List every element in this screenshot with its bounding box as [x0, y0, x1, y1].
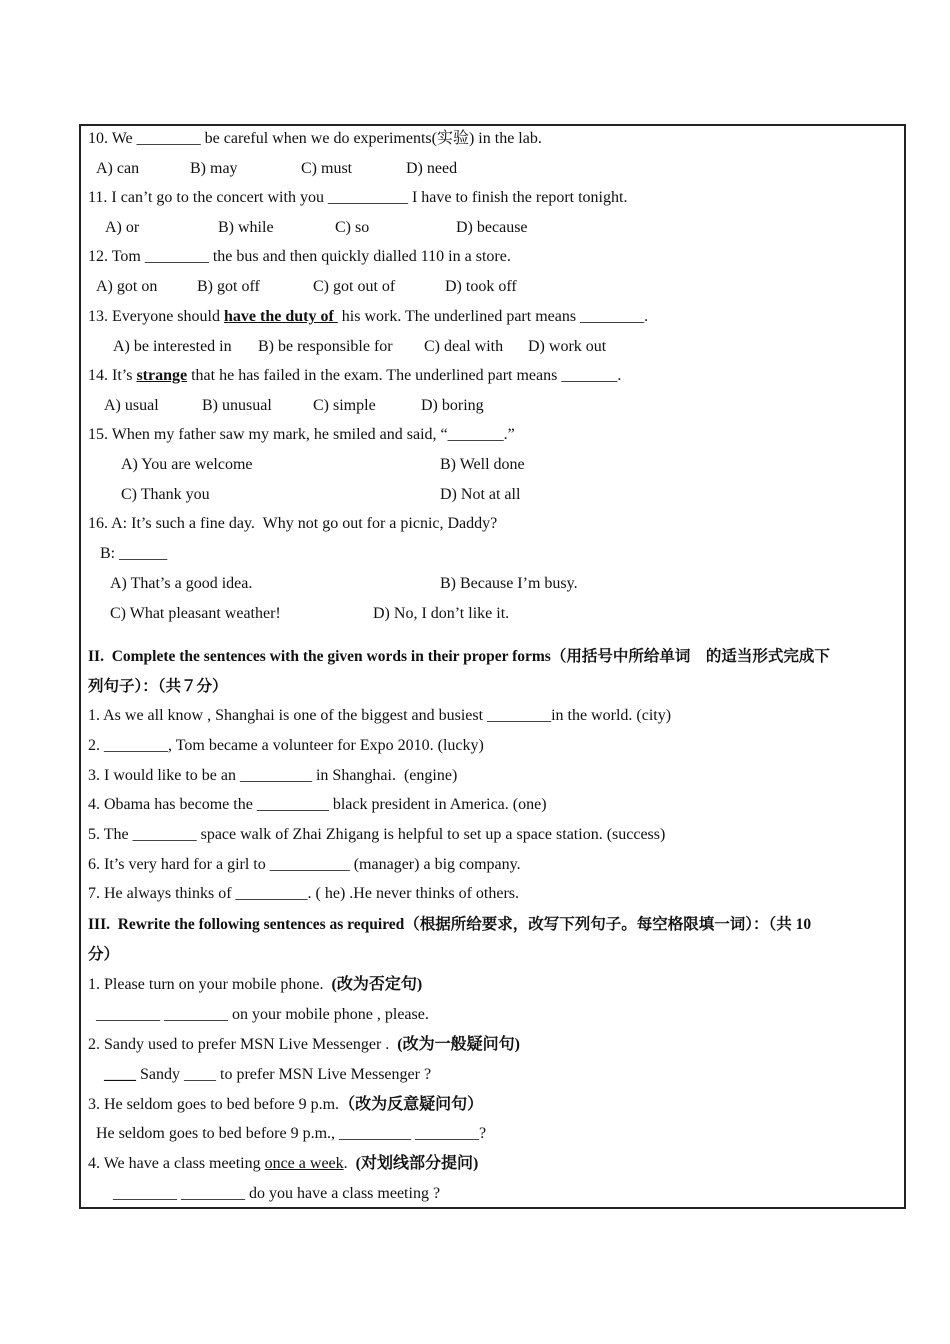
q15-option-c: C) Thank you [121, 486, 210, 503]
q12-stem: 12. Tom ________ the bus and then quickly dialled 110 in a store. [88, 248, 511, 265]
q11-option-c: C) so [335, 219, 370, 236]
q16-option-a: A) That’s a good idea. [110, 575, 253, 592]
section2-item-2: 2. ________, Tom became a volunteer for Expo 2010. (lucky) [88, 737, 484, 754]
section3-q3-text: 3. He seldom goes to bed before 9 p.m. [88, 1096, 340, 1113]
q13-option-d: D) work out [528, 338, 607, 355]
section3-q4-requirement: (对划线部分提问) [355, 1155, 479, 1172]
q11-option-a: A) or [105, 219, 140, 236]
section2-heading-cont: 列句子）：（共７分） [88, 678, 228, 695]
section3-heading: III. Rewrite the following sentences as required（根据所给要求，改写下列句子。每空格限填一词）：（共 10 [88, 916, 812, 933]
section3-q3-stem [88, 1095, 483, 1115]
q12-option-d: D) took off [445, 278, 517, 295]
section3-q4-answer: ________ ________ do you have a class meeting ? [113, 1185, 441, 1202]
q13-stem-post: his work. The underlined part means ________. [337, 308, 649, 325]
section3-q2-blank: ____ [104, 1066, 136, 1083]
section2-item-3: 3. I would like to be an _________ in Shanghai. (engine) [88, 767, 458, 784]
q12-option-a: A) got on [96, 278, 158, 295]
q15-stem: 15. When my father saw my mark, he smiled and said, “_______.” [88, 426, 515, 443]
section3-q4-stem [88, 1154, 478, 1174]
section3-q4-underlined: once a week [264, 1155, 344, 1172]
section3-q2-answer-rest: Sandy ____ to prefer MSN Live Messenger ? [136, 1066, 432, 1083]
q16-option-b: B) Because I’m busy. [440, 575, 578, 592]
q11-option-d: D) because [456, 219, 528, 236]
q10-stem: 10. We ________ be careful when we do experiments(实验) in the lab. [88, 130, 542, 147]
q13-stem [88, 307, 648, 327]
section3-q3-requirement: （改为反意疑问句） [339, 1096, 484, 1113]
q16-option-c: C) What pleasant weather! [110, 605, 281, 622]
q10-option-c: C) must [301, 160, 353, 177]
section3-heading-cont: 分） [88, 946, 120, 963]
q13-option-b: B) be responsible for [258, 338, 393, 355]
q14-option-b: B) unusual [202, 397, 272, 414]
section2-item-6: 6. It’s very hard for a girl to __________ (manager) a big company. [88, 856, 521, 873]
q15-option-d: D) Not at all [440, 486, 521, 503]
section3-q1-stem [88, 975, 422, 995]
q16-b-line: B: ______ [100, 545, 168, 562]
q10-option-a: A) can [96, 160, 140, 177]
q13-option-a: A) be interested in [113, 338, 232, 355]
q14-option-a: A) usual [104, 397, 159, 414]
q12-option-b: B) got off [197, 278, 260, 295]
q16-option-d: D) No, I don’t like it. [373, 605, 510, 622]
section3-q4-pre: 4. We have a class meeting [88, 1155, 265, 1172]
section3-q3-answer: He seldom goes to bed before 9 p.m., _________ ________? [96, 1125, 487, 1142]
q15-option-b: B) Well done [440, 456, 525, 473]
q14-option-c: C) simple [313, 397, 376, 414]
q14-option-d: D) boring [421, 397, 484, 414]
section2-item-5: 5. The ________ space walk of Zhai Zhigang is helpful to set up a space station. (success) [88, 826, 666, 843]
section3-q2-answer [104, 1065, 431, 1085]
q13-option-c: C) deal with [424, 338, 504, 355]
q13-underlined-phrase: have the duty of [223, 308, 338, 325]
q10-option-d: D) need [406, 160, 458, 177]
section3-q2-text: 2. Sandy used to prefer MSN Live Messenger . [88, 1036, 398, 1053]
q15-option-a: A) You are welcome [121, 456, 253, 473]
section2-item-4: 4. Obama has become the _________ black president in America. (one) [88, 796, 547, 813]
section3-q1-text: 1. Please turn on your mobile phone. [88, 976, 332, 993]
q14-underlined-word: strange [136, 367, 188, 384]
q10-option-b: B) may [190, 160, 238, 177]
section3-q2-stem [88, 1035, 520, 1055]
section3-q1-answer: ________ ________ on your mobile phone , please. [96, 1006, 429, 1023]
section2-item-1: 1. As we all know , Shanghai is one of the biggest and busiest ________in the world. (city) [88, 707, 672, 724]
section2-heading: II. Complete the sentences with the given words in their proper forms（用括号中所给单词 的适当形式完成下 [88, 648, 830, 665]
section2-item-7: 7. He always thinks of _________. ( he) .He never thinks of others. [88, 885, 520, 902]
section3-q4-post: . [343, 1155, 356, 1172]
q14-stem [88, 366, 621, 386]
section3-q1-requirement: (改为否定句) [331, 976, 423, 993]
q11-stem: 11. I can’t go to the concert with you __________ I have to finish the report tonight. [88, 189, 628, 206]
section3-q2-requirement: (改为一般疑问句) [397, 1036, 520, 1053]
q12-option-c: C) got out of [313, 278, 396, 295]
q14-stem-pre: 14. It’s [88, 367, 137, 384]
q13-stem-pre: 13. Everyone should [88, 308, 224, 325]
q16-stem: 16. A: It’s such a fine day. Why not go out for a picnic, Daddy? [88, 515, 498, 532]
q11-option-b: B) while [218, 219, 274, 236]
q14-stem-post: that he has failed in the exam. The underlined part means _______. [187, 367, 622, 384]
